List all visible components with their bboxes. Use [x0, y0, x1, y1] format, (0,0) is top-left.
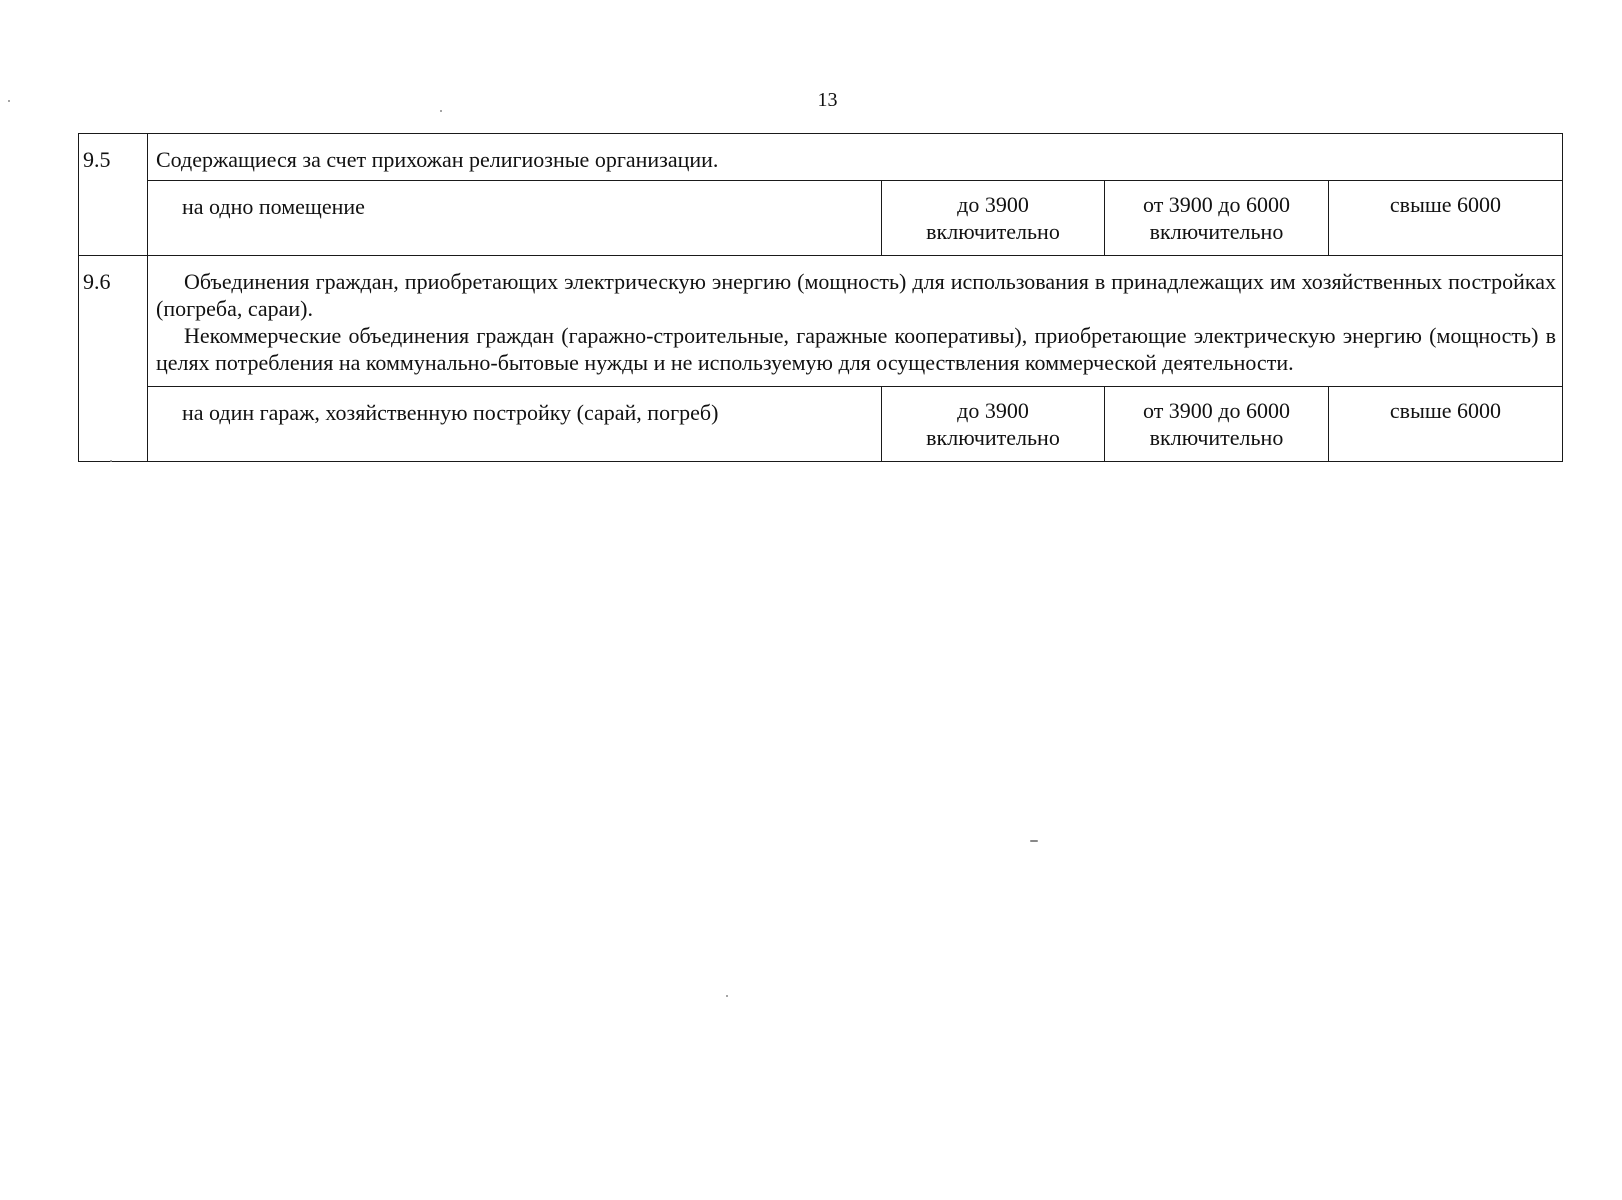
unit-label: на одно помещение	[148, 181, 882, 256]
description-paragraph: Объединения граждан, приобретающих электрическую энергию (мощность) для использования в принадлежащих им хозяйственных постройках (погреба, сараи).	[156, 269, 1556, 321]
row-number: 9.5	[79, 134, 148, 256]
scan-speck	[440, 110, 442, 112]
scan-speck	[726, 995, 728, 997]
range-low: до 3900 включительно	[882, 387, 1105, 462]
table-row	[79, 181, 1563, 256]
range-high: свыше 6000	[1329, 181, 1563, 256]
row-description	[148, 256, 1563, 387]
range-mid: от 3900 до 6000 включительно	[1105, 387, 1329, 462]
table-row	[79, 134, 1563, 181]
range-mid: от 3900 до 6000 включительно	[1105, 181, 1329, 256]
table-row	[79, 387, 1563, 462]
tariff-table	[78, 133, 1563, 462]
page-number: 13	[817, 89, 838, 111]
row-number: 9.6	[79, 256, 148, 462]
scan-speck	[110, 460, 112, 462]
description-paragraph: Некоммерческие объединения граждан (гаражно-строительные, гаражные кооперативы), приобретающие электрическую энергию (мощность) в целях потребления на коммунально-бытовые нужды и не используемую для осуществления коммерческой деятельности.	[156, 323, 1556, 375]
table-row	[79, 256, 1563, 387]
unit-label: на один гараж, хозяйственную постройку (сарай, погреб)	[148, 387, 882, 462]
scan-speck	[8, 100, 10, 102]
range-high: свыше 6000	[1329, 387, 1563, 462]
scan-speck	[1030, 840, 1038, 842]
range-low: до 3900 включительно	[882, 181, 1105, 256]
row-title: Содержащиеся за счет прихожан религиозные организации.	[148, 134, 1563, 181]
